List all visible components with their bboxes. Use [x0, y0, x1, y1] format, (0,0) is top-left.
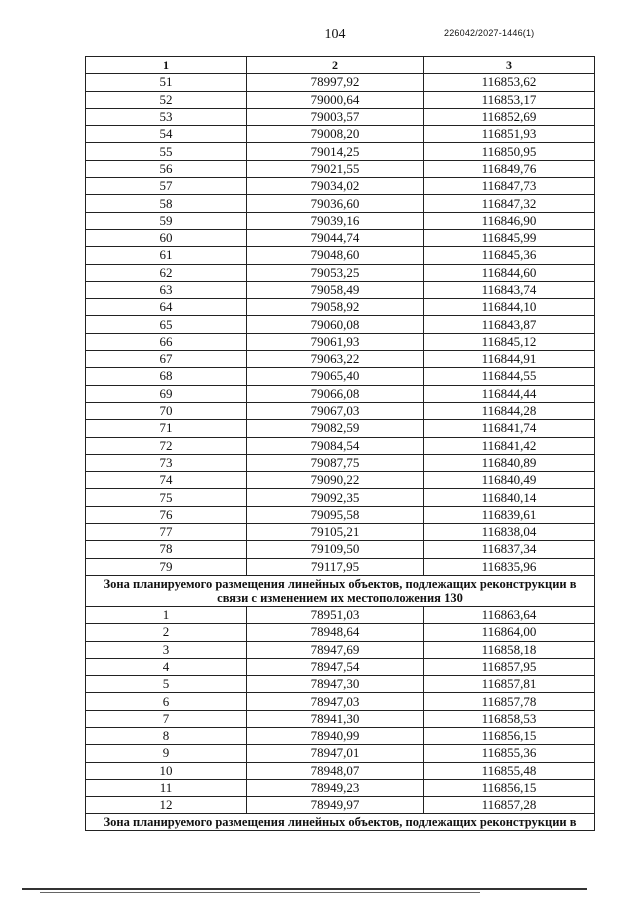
point-number-cell: 6: [86, 693, 247, 710]
x-coordinate-cell: 79067,03: [247, 402, 424, 419]
x-coordinate-cell: 79066,08: [247, 385, 424, 402]
y-coordinate-cell: 116849,76: [424, 160, 595, 177]
table-row: [86, 693, 595, 710]
y-coordinate-cell: 116863,64: [424, 606, 595, 623]
x-coordinate-cell: 78951,03: [247, 606, 424, 623]
point-number-cell: 74: [86, 472, 247, 489]
y-coordinate-cell: 116845,99: [424, 229, 595, 246]
table-row: [86, 558, 595, 575]
x-coordinate-cell: 79095,58: [247, 506, 424, 523]
x-coordinate-cell: 79021,55: [247, 160, 424, 177]
table-row: [86, 472, 595, 489]
y-coordinate-cell: 116851,93: [424, 126, 595, 143]
table-row: [86, 727, 595, 744]
y-coordinate-cell: 116840,49: [424, 472, 595, 489]
point-number-cell: 73: [86, 454, 247, 471]
point-number-cell: 3: [86, 641, 247, 658]
table-row: [86, 264, 595, 281]
x-coordinate-cell: 79058,92: [247, 299, 424, 316]
table-row: [86, 195, 595, 212]
x-coordinate-cell: 79082,59: [247, 420, 424, 437]
y-coordinate-cell: 116846,90: [424, 212, 595, 229]
point-number-cell: 65: [86, 316, 247, 333]
x-coordinate-cell: 79060,08: [247, 316, 424, 333]
y-coordinate-cell: 116837,34: [424, 541, 595, 558]
y-coordinate-cell: 116844,44: [424, 385, 595, 402]
y-coordinate-cell: 116841,74: [424, 420, 595, 437]
x-coordinate-cell: 79117,95: [247, 558, 424, 575]
table-row: [86, 351, 595, 368]
table-row: [86, 212, 595, 229]
point-number-cell: 78: [86, 541, 247, 558]
table-row: [86, 641, 595, 658]
y-coordinate-cell: 116857,28: [424, 797, 595, 814]
table-row: [86, 247, 595, 264]
table-row: [86, 762, 595, 779]
point-number-cell: 12: [86, 797, 247, 814]
point-number-cell: 71: [86, 420, 247, 437]
column-header: 1: [86, 57, 247, 74]
y-coordinate-cell: 116845,12: [424, 333, 595, 350]
point-number-cell: 11: [86, 779, 247, 796]
table-row: [86, 74, 595, 91]
table-row: [86, 606, 595, 623]
point-number-cell: 53: [86, 108, 247, 125]
point-number-cell: 51: [86, 74, 247, 91]
y-coordinate-cell: 116850,95: [424, 143, 595, 160]
x-coordinate-cell: 79036,60: [247, 195, 424, 212]
x-coordinate-cell: 78947,54: [247, 658, 424, 675]
y-coordinate-cell: 116847,32: [424, 195, 595, 212]
x-coordinate-cell: 79048,60: [247, 247, 424, 264]
table-body: [86, 74, 595, 831]
table-row: [86, 108, 595, 125]
table-row: [86, 541, 595, 558]
table-row: [86, 710, 595, 727]
point-number-cell: 52: [86, 91, 247, 108]
point-number-cell: 8: [86, 727, 247, 744]
point-number-cell: 75: [86, 489, 247, 506]
x-coordinate-cell: 79044,74: [247, 229, 424, 246]
point-number-cell: 4: [86, 658, 247, 675]
x-coordinate-cell: 79109,50: [247, 541, 424, 558]
table-row: [86, 368, 595, 385]
point-number-cell: 55: [86, 143, 247, 160]
y-coordinate-cell: 116843,74: [424, 281, 595, 298]
y-coordinate-cell: 116857,78: [424, 693, 595, 710]
point-number-cell: 7: [86, 710, 247, 727]
x-coordinate-cell: 78949,23: [247, 779, 424, 796]
point-number-cell: 58: [86, 195, 247, 212]
point-number-cell: 76: [86, 506, 247, 523]
point-number-cell: 5: [86, 676, 247, 693]
y-coordinate-cell: 116844,28: [424, 402, 595, 419]
x-coordinate-cell: 78940,99: [247, 727, 424, 744]
y-coordinate-cell: 116855,36: [424, 745, 595, 762]
y-coordinate-cell: 116847,73: [424, 178, 595, 195]
y-coordinate-cell: 116839,61: [424, 506, 595, 523]
point-number-cell: 56: [86, 160, 247, 177]
y-coordinate-cell: 116857,81: [424, 676, 595, 693]
table-row: [86, 779, 595, 796]
table-row: [86, 126, 595, 143]
coordinates-table: [85, 56, 595, 831]
point-number-cell: 64: [86, 299, 247, 316]
zone-title: Зона планируемого размещения линейных объектов, подлежащих реконструкции в: [86, 814, 595, 831]
table-row: [86, 316, 595, 333]
y-coordinate-cell: 116840,89: [424, 454, 595, 471]
y-coordinate-cell: 116840,14: [424, 489, 595, 506]
column-header: 3: [424, 57, 595, 74]
page-number: 104: [324, 27, 346, 42]
table-row: [86, 437, 595, 454]
x-coordinate-cell: 78947,01: [247, 745, 424, 762]
x-coordinate-cell: 78949,97: [247, 797, 424, 814]
zone-title: Зона планируемого размещения линейных объектов, подлежащих реконструкции в связи с изменением их местоположения 130: [86, 575, 595, 606]
table-row: [86, 454, 595, 471]
zone-title-row: [86, 575, 595, 606]
point-number-cell: 69: [86, 385, 247, 402]
point-number-cell: 77: [86, 524, 247, 541]
x-coordinate-cell: 78941,30: [247, 710, 424, 727]
y-coordinate-cell: 116844,60: [424, 264, 595, 281]
point-number-cell: 68: [86, 368, 247, 385]
point-number-cell: 70: [86, 402, 247, 419]
table-row: [86, 624, 595, 641]
y-coordinate-cell: 116838,04: [424, 524, 595, 541]
table-row: [86, 281, 595, 298]
table-row: [86, 143, 595, 160]
y-coordinate-cell: 116844,55: [424, 368, 595, 385]
x-coordinate-cell: 79034,02: [247, 178, 424, 195]
x-coordinate-cell: 79061,93: [247, 333, 424, 350]
zone-title-row: [86, 814, 595, 831]
x-coordinate-cell: 78948,07: [247, 762, 424, 779]
point-number-cell: 2: [86, 624, 247, 641]
y-coordinate-cell: 116856,15: [424, 779, 595, 796]
point-number-cell: 57: [86, 178, 247, 195]
bottom-rule-thin: [40, 892, 480, 893]
y-coordinate-cell: 116843,87: [424, 316, 595, 333]
table-header-row: [86, 57, 595, 74]
point-number-cell: 66: [86, 333, 247, 350]
table-row: [86, 506, 595, 523]
table-row: [86, 524, 595, 541]
y-coordinate-cell: 116853,62: [424, 74, 595, 91]
column-header: 2: [247, 57, 424, 74]
table-row: [86, 420, 595, 437]
y-coordinate-cell: 116852,69: [424, 108, 595, 125]
x-coordinate-cell: 79105,21: [247, 524, 424, 541]
x-coordinate-cell: 79090,22: [247, 472, 424, 489]
x-coordinate-cell: 79039,16: [247, 212, 424, 229]
point-number-cell: 9: [86, 745, 247, 762]
y-coordinate-cell: 116855,48: [424, 762, 595, 779]
y-coordinate-cell: 116845,36: [424, 247, 595, 264]
y-coordinate-cell: 116864,00: [424, 624, 595, 641]
point-number-cell: 72: [86, 437, 247, 454]
document-reference: 226042/2027-1446(1): [444, 28, 535, 38]
x-coordinate-cell: 78948,64: [247, 624, 424, 641]
y-coordinate-cell: 116844,10: [424, 299, 595, 316]
x-coordinate-cell: 78947,69: [247, 641, 424, 658]
y-coordinate-cell: 116858,18: [424, 641, 595, 658]
table-row: [86, 745, 595, 762]
x-coordinate-cell: 79092,35: [247, 489, 424, 506]
point-number-cell: 10: [86, 762, 247, 779]
y-coordinate-cell: 116857,95: [424, 658, 595, 675]
x-coordinate-cell: 79003,57: [247, 108, 424, 125]
x-coordinate-cell: 79014,25: [247, 143, 424, 160]
table-row: [86, 333, 595, 350]
table-row: [86, 299, 595, 316]
table-row: [86, 91, 595, 108]
x-coordinate-cell: 79063,22: [247, 351, 424, 368]
y-coordinate-cell: 116858,53: [424, 710, 595, 727]
x-coordinate-cell: 79087,75: [247, 454, 424, 471]
bottom-rule: [22, 888, 587, 890]
y-coordinate-cell: 116856,15: [424, 727, 595, 744]
x-coordinate-cell: 79065,40: [247, 368, 424, 385]
x-coordinate-cell: 79058,49: [247, 281, 424, 298]
x-coordinate-cell: 78947,03: [247, 693, 424, 710]
point-number-cell: 67: [86, 351, 247, 368]
point-number-cell: 62: [86, 264, 247, 281]
point-number-cell: 59: [86, 212, 247, 229]
table-row: [86, 229, 595, 246]
x-coordinate-cell: 79000,64: [247, 91, 424, 108]
x-coordinate-cell: 78997,92: [247, 74, 424, 91]
y-coordinate-cell: 116841,42: [424, 437, 595, 454]
y-coordinate-cell: 116844,91: [424, 351, 595, 368]
table-row: [86, 402, 595, 419]
point-number-cell: 63: [86, 281, 247, 298]
table-row: [86, 676, 595, 693]
x-coordinate-cell: 79084,54: [247, 437, 424, 454]
table-row: [86, 385, 595, 402]
table-row: [86, 160, 595, 177]
point-number-cell: 60: [86, 229, 247, 246]
x-coordinate-cell: 79008,20: [247, 126, 424, 143]
point-number-cell: 1: [86, 606, 247, 623]
x-coordinate-cell: 78947,30: [247, 676, 424, 693]
table-row: [86, 658, 595, 675]
y-coordinate-cell: 116835,96: [424, 558, 595, 575]
point-number-cell: 61: [86, 247, 247, 264]
table-row: [86, 797, 595, 814]
y-coordinate-cell: 116853,17: [424, 91, 595, 108]
table-row: [86, 489, 595, 506]
x-coordinate-cell: 79053,25: [247, 264, 424, 281]
point-number-cell: 54: [86, 126, 247, 143]
point-number-cell: 79: [86, 558, 247, 575]
table-row: [86, 178, 595, 195]
